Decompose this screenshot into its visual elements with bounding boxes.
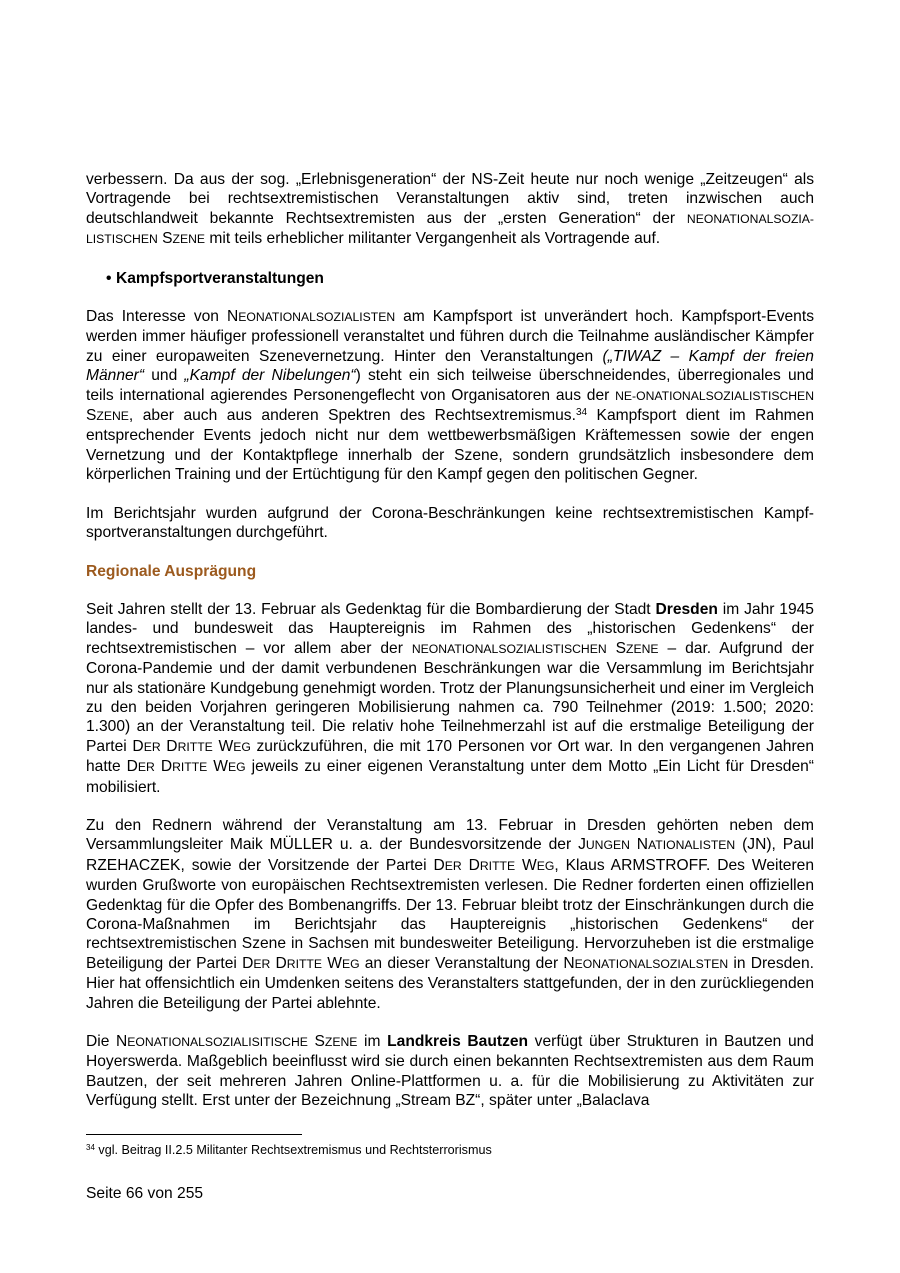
document-body [86,170,814,1111]
footnote-divider [86,1134,302,1135]
page-number: Seite 66 von 255 [86,1185,204,1202]
section-heading: Regionale Ausprägung [86,562,257,580]
footnote-number: 34 [86,1143,95,1152]
footnote-reference: 34 [575,407,588,419]
paragraph-intro: verbessern. Da aus der sog. „Erlebnisgeneration“ der NS-Zeit heute nur noch wenige „Zeitzeugen“ als Vortragende bei rechtsextremistischen Veranstaltungen aktiv sind, treten inzwischen auch deutschlandweit bekannte Rechtsextremisten aus der „ersten Generation“ der NEONATIONALSOZIA-LISTISCHEN SZENE mit teils erheblicher militanter Vergangenheit als Vortragende auf. [86,171,814,248]
bullet-kampfsport [86,269,814,288]
paragraph-bautzen: Die NEONATIONALSOZIALISITISCHE SZENE im Landkreis Bautzen verfügt über Strukturen in Bautzen und Hoyerswerda. Maßgeblich beeinflusst wird sie durch einen bekannten Rechtsextremisten aus dem Raum Bautzen, der seit mehreren Jahren Online-Plattformen u. a. für die Mobilisierung zu Aktivitäten zur Verfügung stellt. Erst unter der Bezeichnung „Stream BZ“, später unter „Balaclava [86,1033,814,1110]
footnote [86,1142,492,1158]
footnote-text: vgl. Beitrag II.2.5 Militanter Rechtsextremismus und Rechtsterrorismus [94,1143,492,1157]
paragraph-redner: Zu den Rednern während der Veranstaltung am 13. Februar in Dresden gehörten neben dem Versammlungsleiter Maik MÜLLER u. a. der Bundesvorsitzende der JUNGEN NATIONALISTEN (JN), Paul RZEHACZEK, sowie der Vorsitzende der Partei DER DRITTE WEG, Klaus ARMSTROFF. Des Weiteren wurden Grußworte von europäischen Rechtsextremisten verlesen. Die Redner forderten einen offiziellen Gedenktag für die Opfer des Bombenangriffs. Der 13. Februar bleibt trotz der Einschränkungen durch die Corona-Maßnahmen im Berichtsjahr das Hauptereignis „historischen Gedenkens“ der rechtsextremistischen Szene in Sachsen mit bundesweiter Beteiligung. Hervorzuheben ist die erstmalige Beteiligung der Partei DER DRITTE WEG an dieser Veranstaltung der NEONATIONALSOZIALSTEN in Dresden. Hier hat offensichtlich ein Umdenken seitens des Veranstalters stattgefunden, der in den zurückliegenden Jahren die Beteiligung der Partei ablehnte. [86,816,815,1012]
bullet-label: Kampfsportveranstaltungen [116,269,324,287]
bullet-icon: • [106,269,112,287]
paragraph-kampfsport: Das Interesse von NEONATIONALSOZIALISTEN am Kampfsport ist unverändert hoch. Kampfsport-Events werden immer häufiger professionell veranstaltet und führen durch die Teilnahme ausländischer Kämpfer zu einer europaweiten Szenevernetzung. Hinter den Veranstaltungen („TIWAZ – Kampf der freien Männer“ und „Kampf der Nibelungen“) steht ein sich teilweise überschneidendes, überregionales und teils international agierendes Personengeflecht von Organisatoren aus der NE-ONATIONALSOZIALISTISCHEN SZENE, aber auch aus anderen Spektren des Rechtsextremismus.$^{34}$ Kampfsport dient im Rahmen entsprechender Events jedoch nicht nur dem wettbewerbsmäßigen Kräftemessen sowie der engen Vernetzung und der Kontaktpflege innerhalb der Szene, sondern grundsätzlich insbesondere dem körperlichen Training und der Ertüchtigung für den Kampf gegen den politischen Gegner. [86,308,814,484]
paragraph-corona: Im Berichtsjahr wurden aufgrund der Corona-Beschränkungen keine rechtsextremistischen Kampf-sportveranstaltungen durchgeführt. [86,504,814,542]
paragraph-dresden: Seit Jahren stellt der 13. Februar als Gedenktag für die Bombardierung der Stadt Dresden im Jahr 1945 landes- und bundesweit das Hauptereignis im Rahmen des „historischen Gedenkens“ der rechtsextremistischen – vor allem aber der NEONATIONALSOZIALISTISCHEN SZENE – dar. Aufgrund der Corona-Pandemie und der damit verbundenen Beschränkungen war die Versammlung im Berichtsjahr nur als stationäre Kundgebung genehmigt worden. Trotz der Planungsunsicherheit und einer im Vergleich zu den beiden Vorjahren geringeren Mobilisierung nahmen ca. 790 Teilnehmer (2019: 1.500; 2020: 1.300) an der Veranstaltung teil. Die relativ hohe Teilnehmerzahl ist auf die erstmalige Beteiligung der Partei DER DRITTE WEG zurückzuführen, die mit 170 Personen vor Ort war. In den vergangenen Jahren hatte DER DRITTE WEG jeweils zu einer eigenen Veranstaltung unter dem Motto „Ein Licht für Dresden“ mobilisiert. [86,600,815,796]
